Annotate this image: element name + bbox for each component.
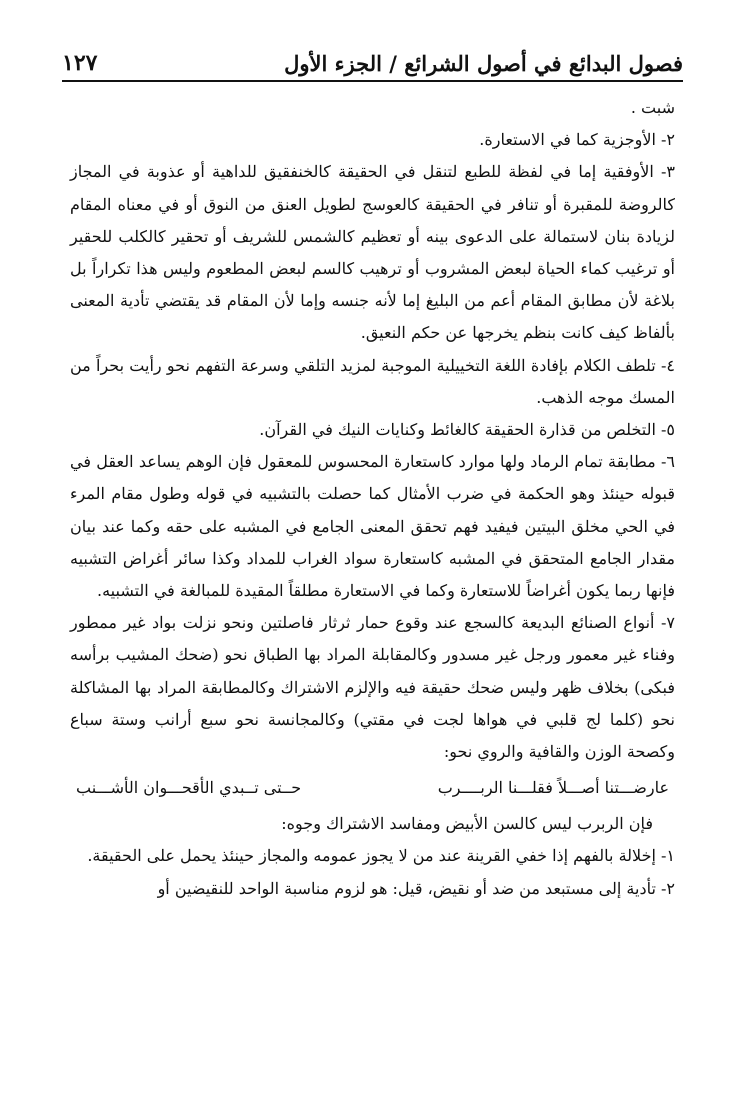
paragraph-harm-2: ٢- تأدية إلى مستبعد من ضد أو نقيض، قيل: هو لزوم مناسبة الواحد للنقيضين أو: [157, 878, 675, 898]
paragraph-item-5: ٥- التخلص من قذارة الحقيقة كالغائط وكنايات النيك في القرآن.: [259, 420, 675, 440]
paragraph-harm-1: ١- إخلالة بالفهم إذا خفي القرينة عند من لا يجوز عمومه والمجاز حينئذ يحمل على الحقيقة.: [87, 846, 675, 866]
poetry-verse: [70, 768, 675, 808]
paragraph-intro: فإن الربرب ليس كالسن الأبيض ومفاسد الاشتراك وجوه:: [281, 814, 653, 834]
running-title: فصول البدائع في أصول الشرائع / الجزء الأول: [284, 51, 683, 76]
verse-second-hemistich: حــتى تــبدي الأقحـــوان الأشـــنب: [76, 778, 302, 798]
paragraph-fragment: شبت .: [630, 98, 675, 117]
paragraph-item-4: ٤- تلطف الكلام بإفادة اللغة التخييلية الموجبة لمزيد التلقي وسرعة التفهم نحو رأيت بحراً من المسك موجه الذهب.: [70, 355, 675, 407]
page-body: [70, 92, 675, 905]
verse-first-hemistich: عارضـــتنا أصـــلاً فقلـــنا الربــــرب: [437, 778, 669, 798]
paragraph-item-3: ٣- الأوفقية إما في لفظة للطبع لتنقل في الحقيقة كالخنفقيق للداهية أو عذوبة في المجاز كالروضة للمقبرة أو تنافر في الحقيقة كالعوسج لطويل العنق من النوق أو في معناه المقام لزيادة بنان لاستمالة على الدعوى بينه أو تعظيم كالشمس للشريف أو تحقير كالكلب للحقير أو ترغيب كماء الحياة لبعض المشروب أو ترهيب كالسم لبعض المطعوم وليس هذا تكراراً بل بلاغة لأن مطابق المقام أعم من البليغ إما لأنه جنسه وإما لأن المقام قد يقتضي تأدية المعنى بألفاظ كيف كانت بنظم يخرجها عن حكم النعيق.: [70, 162, 675, 343]
header-rule: [62, 80, 683, 82]
paragraph-item-2: ٢- الأوجزية كما في الاستعارة.: [479, 130, 675, 150]
paragraph-item-7: ٧- أنواع الصنائع البديعة كالسجع عند وقوع حمار ثرثار فاصلتين ونحو نزلت بواد غير ممطور وفناء غير معمور ورجل غير مسدور وكالمقابلة المراد بها الطباق نحو (ضحك المشيب برأسه فبكى) بخلاف ظهر وليس ضحك حقيقة فيه والإلزم الاشتراك وكالمطابقة المراد بها المشاكلة نحو (كلما لج قلبي في هواها لجت في مقتي) وكالمجانسة نحو سبع أرانب وستة سباع وكصحة الوزن والقافية والروي نحو:: [70, 613, 675, 762]
page-number: ١٢٧: [62, 50, 98, 76]
page-header: [62, 36, 683, 76]
paragraph-item-6: ٦- مطابقة تمام الرماد ولها موارد كاستعارة المحسوس للمعقول فإن الوهم يساعد العقل في قبوله حينئذ وهو الحكمة في ضرب الأمثال كما حصلت بالتشبيه في قوله وطول مقام المرء في الحي مخلق البيتين فيفيد فهم تحقق المعنى الجامع في المشبه على حقه وكما عند بيان مقدار الجامع المتحقق في المشبه كاستعارة سواد الغراب للمداد وكذا سائر أغراض التشبيه فإنها ربما يكون أغراضاً للاستعارة وكما في الاستعارة مطلقاً المقيدة للمبالغة في التشبيه.: [70, 452, 676, 601]
